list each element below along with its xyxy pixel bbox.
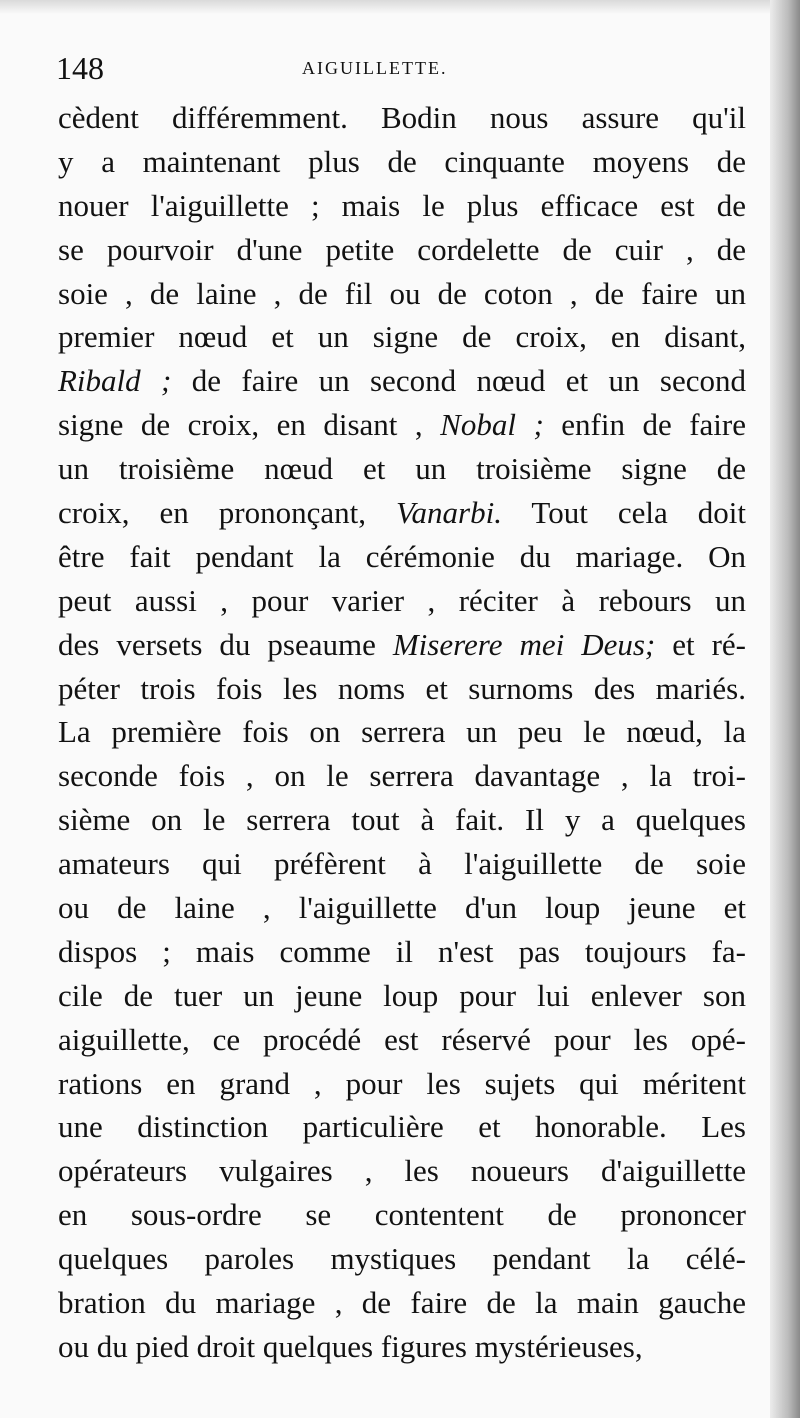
text-line <box>58 1237 746 1281</box>
text-segment: enfin de faire <box>543 407 746 443</box>
text-segment: de faire un second nœud et un second <box>171 363 746 399</box>
running-head: AIGUILLETTE. <box>302 58 448 78</box>
text-segment: croix, en prononçant, <box>58 495 397 531</box>
text-segment: péter trois fois les noms et surnoms des mariés. <box>58 670 746 706</box>
text-segment: nouer l'aiguillette ; mais le plus efficace est de <box>58 187 746 223</box>
text-line <box>58 974 746 1018</box>
text-segment: une distinction particulière et honorable. Les <box>58 1109 746 1145</box>
text-line <box>58 1281 746 1325</box>
text-line <box>58 710 746 754</box>
text-line <box>58 842 746 886</box>
page-header <box>56 48 756 88</box>
text-segment: cile de tuer un jeune loup pour lui enlever son <box>58 977 746 1013</box>
text-segment: soie , de laine , de fil ou de coton , de faire un <box>58 275 746 311</box>
text-line <box>58 228 746 272</box>
text-segment: signe de croix, en disant , <box>58 407 441 443</box>
text-segment: ou de laine , l'aiguillette d'un loup jeune et <box>58 890 746 926</box>
text-line <box>58 447 746 491</box>
text-line <box>58 798 746 842</box>
text-segment: sième on le serrera tout à fait. Il y a quelques <box>58 802 746 838</box>
text-segment: Tout cela doit <box>501 495 746 531</box>
text-line <box>58 1149 746 1193</box>
page-top-shadow <box>0 0 800 14</box>
text-line <box>58 667 746 711</box>
text-segment: peut aussi , pour varier , réciter à rebours un <box>58 582 746 618</box>
text-line <box>58 623 746 667</box>
text-line <box>58 1193 746 1237</box>
text-line <box>58 886 746 930</box>
text-line <box>58 1105 746 1149</box>
body-text <box>58 96 746 1369</box>
text-line <box>58 403 746 447</box>
text-segment: premier nœud et un signe de croix, en disant, <box>58 319 746 355</box>
text-segment: et ré- <box>655 626 746 662</box>
text-line <box>58 754 746 798</box>
text-segment: rations en grand , pour les sujets qui méritent <box>58 1065 746 1101</box>
text-line <box>58 491 746 535</box>
italic-phrase: Nobal ; <box>440 407 544 443</box>
text-line <box>58 930 746 974</box>
italic-phrase: Miserere mei Deus; <box>392 626 656 662</box>
italic-phrase: Vanarbi. <box>396 495 502 531</box>
text-segment: être fait pendant la cérémonie du mariage. On <box>58 538 746 574</box>
text-line <box>58 184 746 228</box>
page-number: 148 <box>56 50 104 86</box>
text-segment: se pourvoir d'une petite cordelette de cuir , de <box>58 231 746 267</box>
text-segment: ou du pied droit quelques figures mystérieuses, <box>58 1328 643 1364</box>
text-segment: aiguillette, ce procédé est réservé pour les opé- <box>58 1021 746 1057</box>
text-segment: amateurs qui préfèrent à l'aiguillette de soie <box>58 846 746 882</box>
text-segment: cèdent différemment. Bodin nous assure qu'il <box>58 100 746 135</box>
text-line <box>58 1018 746 1062</box>
text-line <box>58 315 746 359</box>
text-line <box>58 579 746 623</box>
text-segment: un troisième nœud et un troisième signe de <box>58 451 746 487</box>
text-segment: des versets du pseaume <box>58 626 393 662</box>
page-gutter-shadow <box>770 0 800 1418</box>
text-line <box>58 96 746 140</box>
italic-phrase: Ribald ; <box>58 363 172 399</box>
text-line <box>58 359 746 403</box>
text-segment: bration du mariage , de faire de la main gauche <box>58 1285 746 1321</box>
text-line <box>58 1062 746 1106</box>
text-segment: quelques paroles mystiques pendant la célé- <box>58 1241 746 1277</box>
text-line <box>58 535 746 579</box>
text-segment: y a maintenant plus de cinquante moyens de <box>58 143 746 179</box>
text-line <box>58 272 746 316</box>
text-line <box>58 140 746 184</box>
text-segment: opérateurs vulgaires , les noueurs d'aiguillette <box>58 1153 746 1189</box>
text-line <box>58 1325 746 1369</box>
text-segment: dispos ; mais comme il n'est pas toujours fa- <box>58 933 746 969</box>
text-segment: La première fois on serrera un peu le nœud, la <box>58 714 746 750</box>
text-segment: seconde fois , on le serrera davantage , la troi- <box>58 758 746 794</box>
text-segment: en sous-ordre se contentent de prononcer <box>58 1197 746 1233</box>
